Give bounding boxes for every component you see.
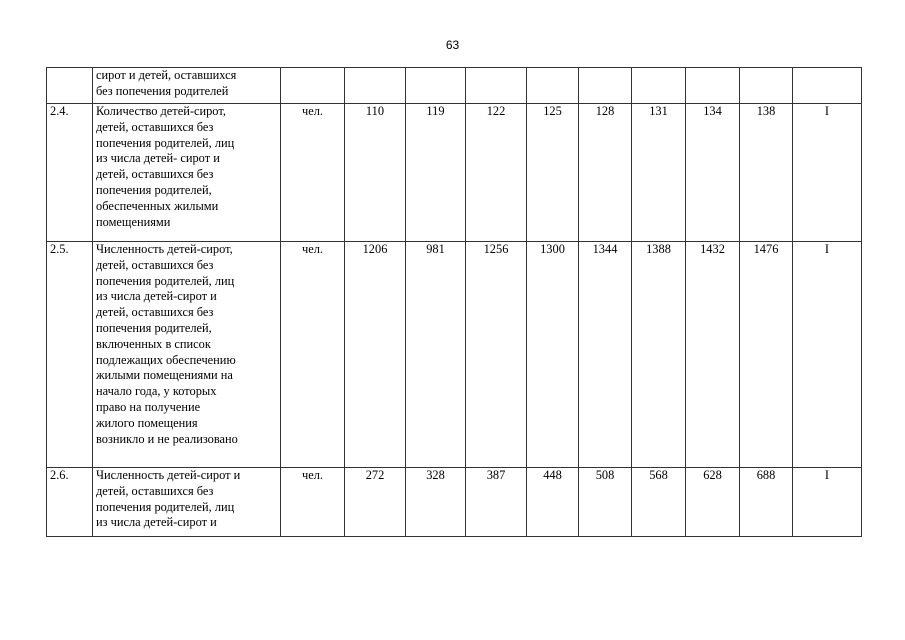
value-cell: 1344 xyxy=(579,242,632,468)
row-source: I xyxy=(793,242,862,468)
value-cell xyxy=(345,68,406,104)
row-source: I xyxy=(793,104,862,242)
value-cell: 1476 xyxy=(740,242,793,468)
row-unit: чел. xyxy=(281,242,345,468)
row-number xyxy=(47,68,93,104)
value-cell: 134 xyxy=(686,104,740,242)
row-description: Количество детей-сирот, детей, оставшихся без попечения родителей, лиц из числа детей- сирот и детей, оставшихся без попечения родителей, обеспеченных жилыми помещениями xyxy=(93,104,281,242)
value-cell: 568 xyxy=(632,468,686,537)
row-description: Численность детей-сирот, детей, оставшихся без попечения родителей, лиц из числа детей-сирот и детей, оставшихся без попечения родителей, включенных в список подлежащих обеспечению жилыми помещениями на начало года, у которых право на получение жилого помещения возникло и не реализовано xyxy=(93,242,281,468)
value-cell xyxy=(466,68,527,104)
value-cell xyxy=(579,68,632,104)
row-unit: чел. xyxy=(281,468,345,537)
row-source: I xyxy=(793,468,862,537)
value-cell: 110 xyxy=(345,104,406,242)
value-cell: 1300 xyxy=(527,242,579,468)
row-source xyxy=(793,68,862,104)
table-row xyxy=(47,104,862,242)
value-cell: 1388 xyxy=(632,242,686,468)
value-cell: 119 xyxy=(406,104,466,242)
value-cell: 1256 xyxy=(466,242,527,468)
page-number: 63 xyxy=(445,38,460,52)
value-cell: 272 xyxy=(345,468,406,537)
table-row xyxy=(47,68,862,104)
value-cell: 131 xyxy=(632,104,686,242)
row-description: Численность детей-сирот и детей, оставшихся без попечения родителей, лиц из числа детей-сирот и xyxy=(93,468,281,537)
row-number: 2.5. xyxy=(47,242,93,468)
indicator-table xyxy=(46,67,862,537)
value-cell: 628 xyxy=(686,468,740,537)
table-row xyxy=(47,242,862,468)
row-number: 2.6. xyxy=(47,468,93,537)
value-cell: 122 xyxy=(466,104,527,242)
row-unit xyxy=(281,68,345,104)
value-cell: 688 xyxy=(740,468,793,537)
value-cell xyxy=(527,68,579,104)
value-cell: 125 xyxy=(527,104,579,242)
value-cell: 1206 xyxy=(345,242,406,468)
table-row xyxy=(47,468,862,537)
row-unit: чел. xyxy=(281,104,345,242)
value-cell: 138 xyxy=(740,104,793,242)
value-cell xyxy=(686,68,740,104)
table-body xyxy=(47,68,862,537)
row-description: сирот и детей, оставшихся без попечения родителей xyxy=(93,68,281,104)
value-cell: 328 xyxy=(406,468,466,537)
value-cell xyxy=(632,68,686,104)
value-cell: 448 xyxy=(527,468,579,537)
value-cell xyxy=(740,68,793,104)
value-cell xyxy=(406,68,466,104)
value-cell: 981 xyxy=(406,242,466,468)
value-cell: 128 xyxy=(579,104,632,242)
value-cell: 508 xyxy=(579,468,632,537)
row-number: 2.4. xyxy=(47,104,93,242)
value-cell: 387 xyxy=(466,468,527,537)
value-cell: 1432 xyxy=(686,242,740,468)
